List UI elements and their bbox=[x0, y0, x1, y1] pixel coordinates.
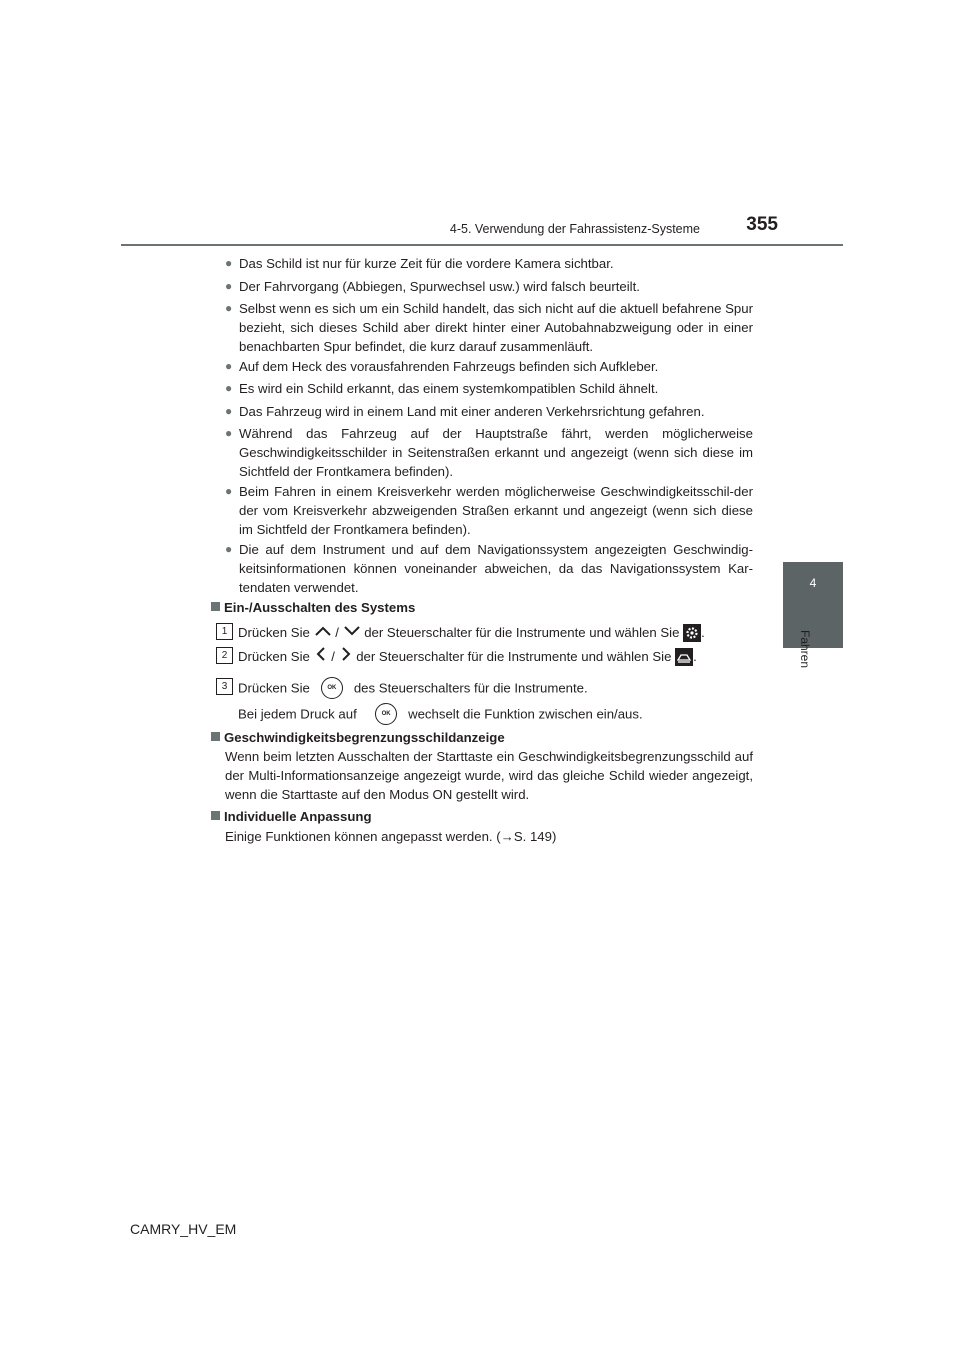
bullet-icon: ● bbox=[225, 542, 233, 556]
list-item: ● Während das Fahrzeug auf der Hauptstraße fährt, werden möglicherweise Geschwindigkeitsschilder in Seitenstraßen erkannt und angezeigt (wenn sich diese im Sichtfeld der Frontkamera befinden). bbox=[225, 426, 753, 479]
step-3: Drücken Sie OK des Steuerschalters für die Instrumente. bbox=[238, 677, 588, 699]
step-note: Bei jedem Druck auf OK wechselt die Funktion zwischen ein/aus. bbox=[238, 703, 643, 725]
chevron-up-icon bbox=[314, 623, 332, 642]
square-bullet-icon bbox=[211, 811, 220, 820]
chapter-tab bbox=[783, 562, 843, 648]
section-heading-memory: Geschwindigkeitsbegrenzungsschildanzeige bbox=[211, 728, 505, 747]
list-item: ● Das Fahrzeug wird in einem Land mit einer anderen Verkehrsrichtung gefahren. bbox=[225, 404, 705, 419]
memory-paragraph: Wenn beim letzten Ausschalten der Starttaste ein Geschwindigkeitsbegrenzungsschild auf der Multi-Informationsanzeige angezeigt wurde, wird das gleiche Schild wieder angezeigt, wenn die Starttaste auf den Modus ON gestellt wird. bbox=[225, 749, 753, 802]
list-item: ● Selbst wenn es sich um ein Schild handelt, das sich nicht auf die aktuell befahrene Spur bezieht, sich dieses Schild aber direkt hinter einer Autobahnabzweigung oder in einer benachbarten Spur befindet, die kurz darauf zusammenläuft. bbox=[225, 301, 753, 354]
section-title: 4-5. Verwendung der Fahrassistenz-Systeme bbox=[449, 222, 700, 236]
list-item: ● Die auf dem Instrument und auf dem Navigationssystem angezeigten Geschwindig-keitsinformationen können voneinander abweichen, da das Navigationssystem Kar-tendaten verwendet. bbox=[225, 542, 753, 595]
model-code: CAMRY_HV_EM bbox=[130, 1221, 237, 1237]
bullet-icon: ● bbox=[225, 426, 233, 440]
square-bullet-icon bbox=[211, 732, 220, 741]
square-bullet-icon bbox=[211, 602, 220, 611]
list-item: ● Auf dem Heck des vorausfahrenden Fahrzeugs befinden sich Aufkleber. bbox=[225, 359, 659, 374]
bullet-icon: ● bbox=[225, 301, 233, 315]
list-item: ● Es wird ein Schild erkannt, das einem systemkompatiblen Schild ähnelt. bbox=[225, 381, 659, 396]
bullet-icon: ● bbox=[225, 256, 233, 270]
bullet-icon: ● bbox=[225, 279, 233, 293]
settings-gear-icon bbox=[683, 624, 701, 642]
chevron-right-icon bbox=[339, 646, 353, 667]
page-number: 355 bbox=[746, 214, 778, 235]
chevron-down-icon bbox=[343, 623, 361, 642]
step-2: Drücken Sie / der Steuerschalter für die Instrumente und wählen Sie . bbox=[238, 646, 697, 667]
list-item: ● Der Fahrvorgang (Abbiegen, Spurwechsel usw.) wird falsch beurteilt. bbox=[225, 279, 640, 294]
list-item: ● Beim Fahren in einem Kreisverkehr werden möglicherweise Geschwindigkeitsschil-der der vom Kreisverkehr abzweigenden Straßen erkannt und angezeigt (wenn sich diese im Sichtfeld der Frontkamera befinden). bbox=[225, 484, 753, 537]
ok-button-icon: OK bbox=[375, 703, 397, 725]
ok-button-icon: OK bbox=[321, 677, 343, 699]
step-1: Drücken Sie / der Steuerschalter für die Instrumente und wählen Sie . bbox=[238, 625, 705, 641]
header-divider bbox=[121, 244, 843, 246]
driving-assist-icon bbox=[675, 648, 693, 666]
bullet-icon: ● bbox=[225, 484, 233, 498]
step-number: 2 bbox=[216, 647, 233, 664]
chapter-number: 4 bbox=[809, 576, 817, 590]
step-number: 1 bbox=[216, 623, 233, 640]
chapter-label: Fahren bbox=[798, 630, 812, 669]
bullet-icon: ● bbox=[225, 381, 233, 395]
custom-paragraph: Einige Funktionen können angepasst werden. (→S. 149) bbox=[225, 829, 557, 844]
chevron-left-icon bbox=[314, 646, 328, 667]
bullet-icon: ● bbox=[225, 404, 233, 418]
step-number: 3 bbox=[216, 678, 233, 695]
section-heading-custom: Individuelle Anpassung bbox=[211, 807, 372, 826]
section-heading-onoff: Ein-/Ausschalten des Systems bbox=[211, 598, 415, 617]
list-item: ● Das Schild ist nur für kurze Zeit für die vordere Kamera sichtbar. bbox=[225, 256, 614, 271]
bullet-icon: ● bbox=[225, 359, 233, 373]
